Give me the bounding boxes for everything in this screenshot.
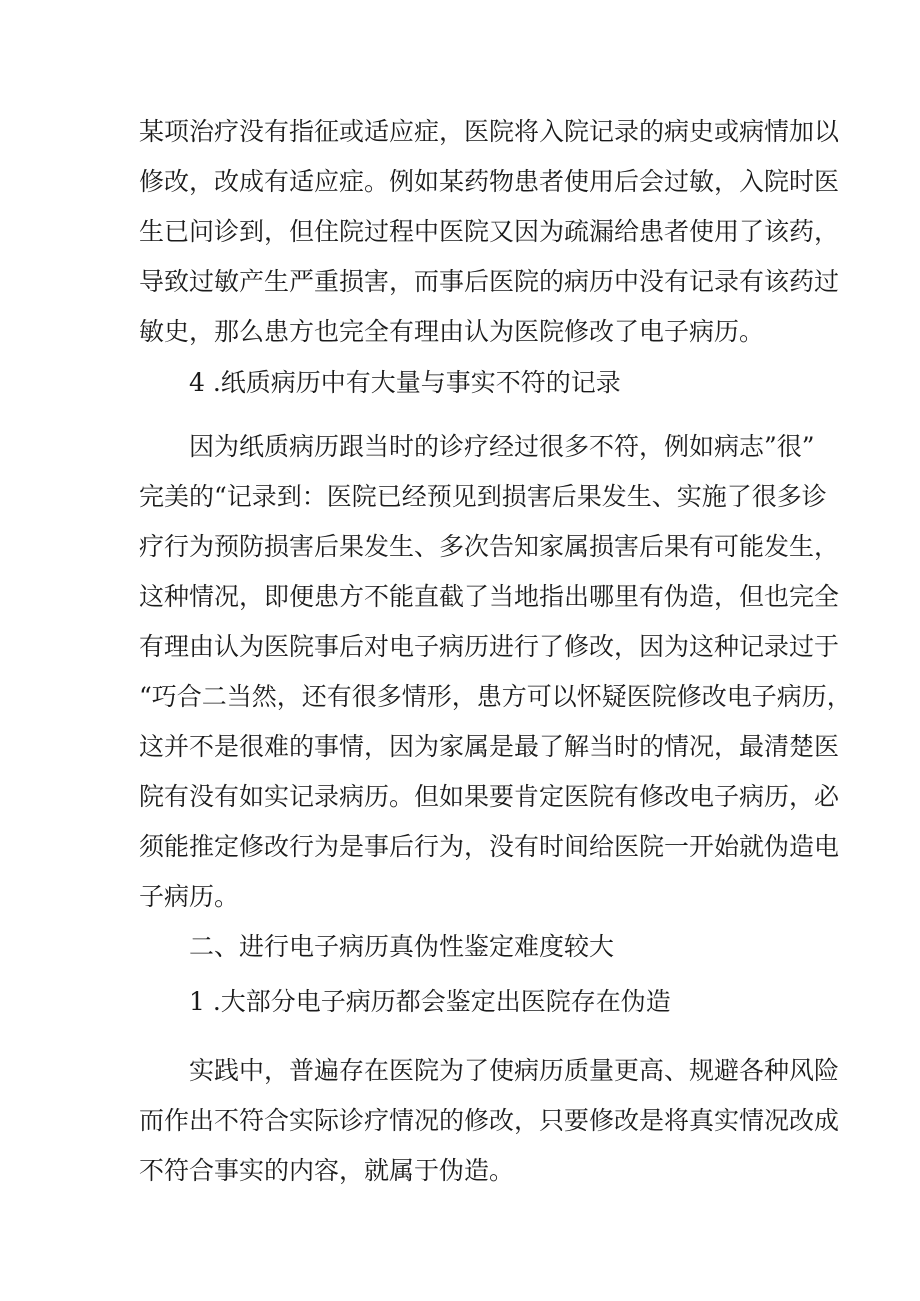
paragraph-line: 实践中，普遍存在医院为了使病历质量更高、规避各种风险 <box>189 1056 840 1085</box>
section-heading: 二、进行电子病历真伪性鉴定难度较大 <box>189 932 615 961</box>
paragraph-line: 修改，改成有适应症。例如某药物患者使用后会过敏，入院时医 <box>139 167 840 196</box>
paragraph-line: 生已问诊到，但住院过程中医院又因为疏漏给患者使用了该药， <box>139 217 840 246</box>
paragraph-line: 而作出不符合实际诊疗情况的修改，只要修改是将真实情况改成 <box>139 1106 840 1135</box>
paragraph-line: 院有没有如实记录病历。但如果要肯定医院有修改电子病历，必 <box>139 782 840 811</box>
paragraph-line: 完美的“记录到：医院已经预见到损害后果发生、实施了很多诊 <box>139 482 827 511</box>
paragraph-line: 这并不是很难的事情，因为家属是最了解当时的情况，最清楚医 <box>139 732 840 761</box>
subsection-heading: 1 .大部分电子病历都会鉴定出医院存在伪造 <box>189 987 671 1016</box>
paragraph-line: 不符合事实的内容，就属于伪造。 <box>139 1156 515 1185</box>
paragraph-line: 有理由认为医院事后对电子病历进行了修改，因为这种记录过于 <box>139 632 840 661</box>
paragraph-line: 这种情况，即便患方不能直截了当地指出哪里有伪造，但也完全 <box>139 582 840 611</box>
paragraph-line: 疗行为预防损害后果发生、多次告知家属损害后果有可能发生， <box>139 532 840 561</box>
paragraph-line: 某项治疗没有指征或适应症，医院将入院记录的病史或病情加以 <box>139 117 840 146</box>
paragraph-line: 须能推定修改行为是事后行为，没有时间给医院一开始就伪造电 <box>139 832 840 861</box>
section-heading: 4 .纸质病历中有大量与事实不符的记录 <box>189 368 621 397</box>
paragraph-line: 子病历。 <box>139 882 240 911</box>
paragraph-line: 导致过敏产生严重损害，而事后医院的病历中没有记录有该药过 <box>139 267 840 296</box>
paragraph-line: 敏史，那么患方也完全有理由认为医院修改了电子病历。 <box>139 317 765 346</box>
paragraph-line: 因为纸质病历跟当时的诊疗经过很多不符，例如病志”很” <box>189 432 815 461</box>
paragraph-line: “巧合二当然，还有很多情形，患方可以怀疑医院修改电子病历， <box>139 682 852 711</box>
